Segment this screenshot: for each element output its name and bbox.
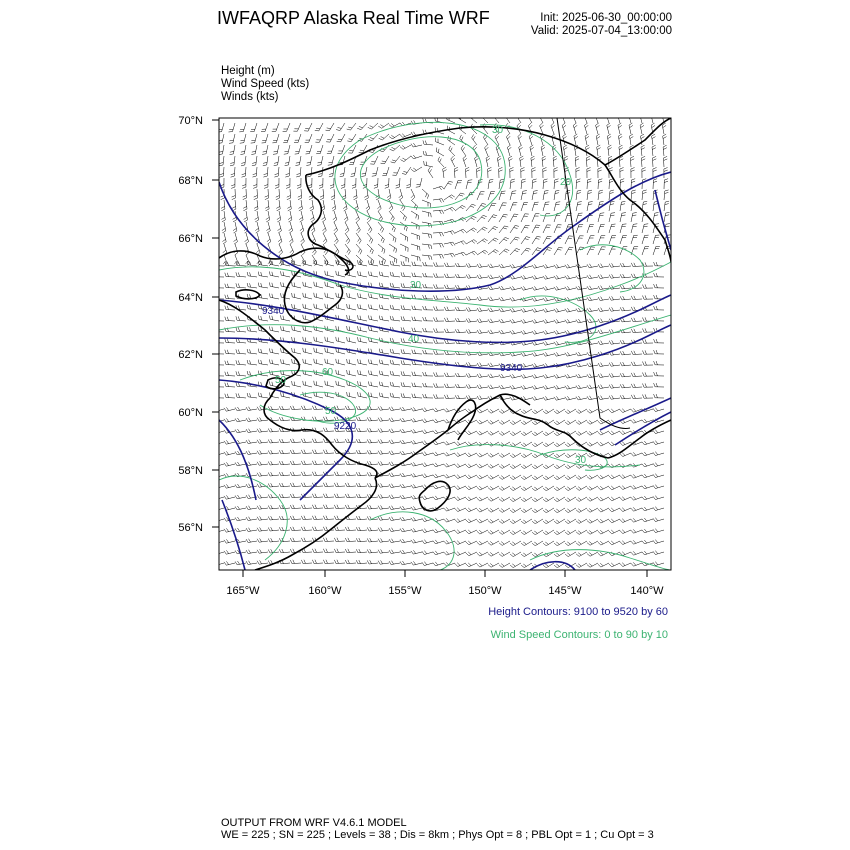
lat-label: 56°N — [178, 522, 203, 534]
height-contour-label: 9220 — [334, 421, 357, 432]
lon-label: 145°W — [548, 585, 582, 597]
lat-label: 70°N — [178, 115, 203, 127]
lat-label: 62°N — [178, 349, 203, 361]
lon-ticks — [243, 570, 647, 577]
lat-label: 60°N — [178, 407, 203, 419]
wind-contour-label: 40 — [408, 334, 420, 345]
wind-speed-contours-note: Wind Speed Contours: 0 to 90 by 10 — [490, 629, 668, 641]
lat-ticks — [212, 120, 219, 527]
valid-time: Valid: 2025-07-04_13:00:00 — [530, 25, 672, 37]
legend-winds: Winds (kts) — [221, 91, 279, 103]
wind-contour-label: 30 — [410, 280, 422, 291]
legend-height: Height (m) — [221, 65, 275, 77]
height-contour-label: 9340 — [500, 363, 523, 374]
model-info: OUTPUT FROM WRF V4.6.1 MODEL — [221, 817, 407, 829]
lat-labels — [178, 115, 203, 534]
height-contour-label: 9340 — [262, 306, 285, 317]
wind-contour-label: 60 — [322, 367, 334, 378]
wind-contour-label: 50 — [275, 375, 287, 386]
height-contours-note: Height Contours: 9100 to 9520 by 60 — [488, 606, 668, 618]
lon-label: 165°W — [226, 585, 260, 597]
init-time: Init: 2025-06-30_00:00:00 — [540, 12, 672, 24]
lon-label: 150°W — [468, 585, 502, 597]
legend-wind-speed: Wind Speed (kts) — [221, 78, 310, 90]
wind-contour-label: 30 — [575, 455, 587, 466]
lat-label: 58°N — [178, 465, 203, 477]
lon-label: 140°W — [630, 585, 664, 597]
wind-contour-label: 50 — [325, 406, 337, 417]
lon-label: 155°W — [388, 585, 422, 597]
lat-label: 66°N — [178, 233, 203, 245]
lat-label: 68°N — [178, 175, 203, 187]
model-config: WE = 225 ; SN = 225 ; Levels = 38 ; Dis = 8km ; Phys Opt = 8 ; PBL Opt = 1 ; Cu Opt = 3 — [221, 829, 654, 841]
lat-label: 64°N — [178, 292, 203, 304]
wind-contour-label: 20 — [560, 177, 572, 188]
chart-title: IWFAQRP Alaska Real Time WRF — [217, 8, 490, 28]
wind-contour-label: 30 — [492, 125, 504, 136]
lon-labels — [226, 585, 664, 597]
lon-label: 160°W — [308, 585, 342, 597]
